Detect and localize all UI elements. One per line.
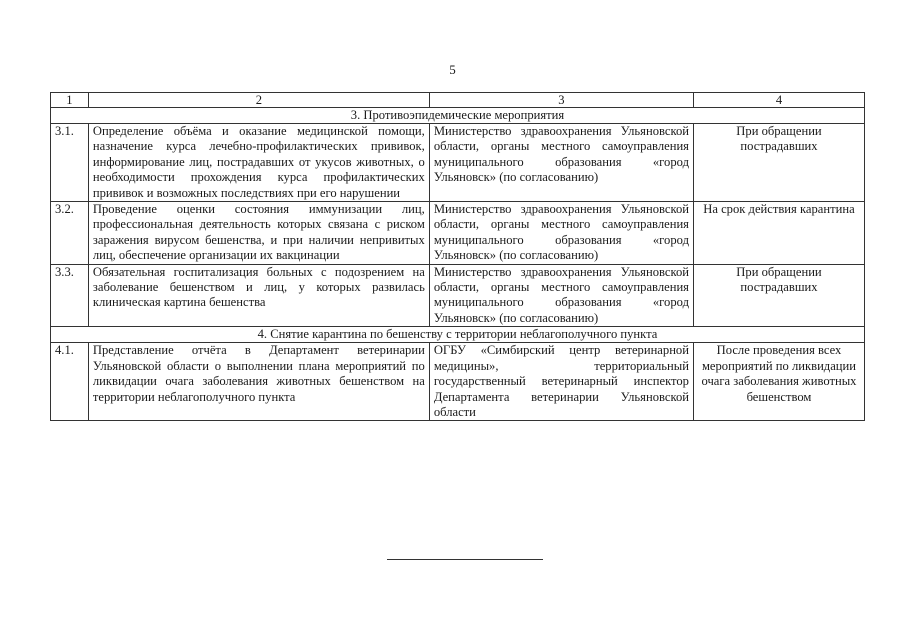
column-header-2: 2 (88, 93, 429, 108)
column-header-4: 4 (693, 93, 864, 108)
column-header-1: 1 (51, 93, 89, 108)
row-responsible: Министерство здравоохранения Ульяновской области, органы местного самоуправления муниципального образования «город Ульяновск» (по согласованию) (429, 124, 693, 202)
section-title: 4. Снятие карантина по бешенству с территории неблагополучного пункта (51, 327, 865, 343)
row-term: При обращении пострадавших (693, 264, 864, 327)
row-number: 3.3. (51, 264, 89, 327)
table-row (51, 264, 865, 327)
table-row (51, 343, 865, 421)
header-row (51, 93, 865, 108)
page-number: 5 (449, 62, 456, 77)
section-title: 3. Противоэпидемические мероприятия (51, 108, 865, 124)
row-action: Определение объёма и оказание медицинской помощи, назначение курса лечебно-профилактических прививок, информирование лиц, пострадавших от укусов животных, о необходимости прохождения курса профилактических прививок и возможных последствиях при его нарушении (88, 124, 429, 202)
row-action: Представление отчёта в Департамент ветеринарии Ульяновской области о выполнении плана мероприятий по ликвидации очага заболевания животных бешенством на территории неблагополучного пункта (88, 343, 429, 421)
row-term: При обращении пострадавших (693, 124, 864, 202)
row-term: На срок действия карантина (693, 202, 864, 265)
row-action: Обязательная госпитализация больных с подозрением на заболевание бешенством и лиц, у которых развилась клиническая картина бешенства (88, 264, 429, 327)
row-responsible: ОГБУ «Симбирский центр ветеринарной медицины», территориальный государственный ветеринарный инспектор Департамента ветеринарии Ульяновской области (429, 343, 693, 421)
closing-divider-line (387, 559, 543, 560)
row-responsible: Министерство здравоохранения Ульяновской области, органы местного самоуправления муниципального образования «город Ульяновск» (по согласованию) (429, 202, 693, 265)
column-header-3: 3 (429, 93, 693, 108)
measures-table (50, 92, 865, 421)
row-number: 4.1. (51, 343, 89, 421)
table-row (51, 124, 865, 202)
table-row (51, 202, 865, 265)
row-responsible: Министерство здравоохранения Ульяновской области, органы местного самоуправления муниципального образования «город Ульяновск» (по согласованию) (429, 264, 693, 327)
row-number: 3.2. (51, 202, 89, 265)
row-number: 3.1. (51, 124, 89, 202)
row-action: Проведение оценки состояния иммунизации лиц, профессиональная деятельность которых связана с риском заражения вирусом бешенства, и при наличии непривитых лиц, обеспечение организации их вакцинации (88, 202, 429, 265)
section-row (51, 108, 865, 124)
section-row (51, 327, 865, 343)
row-term: После проведения всех мероприятий по ликвидации очага заболевания животных бешенством (693, 343, 864, 421)
